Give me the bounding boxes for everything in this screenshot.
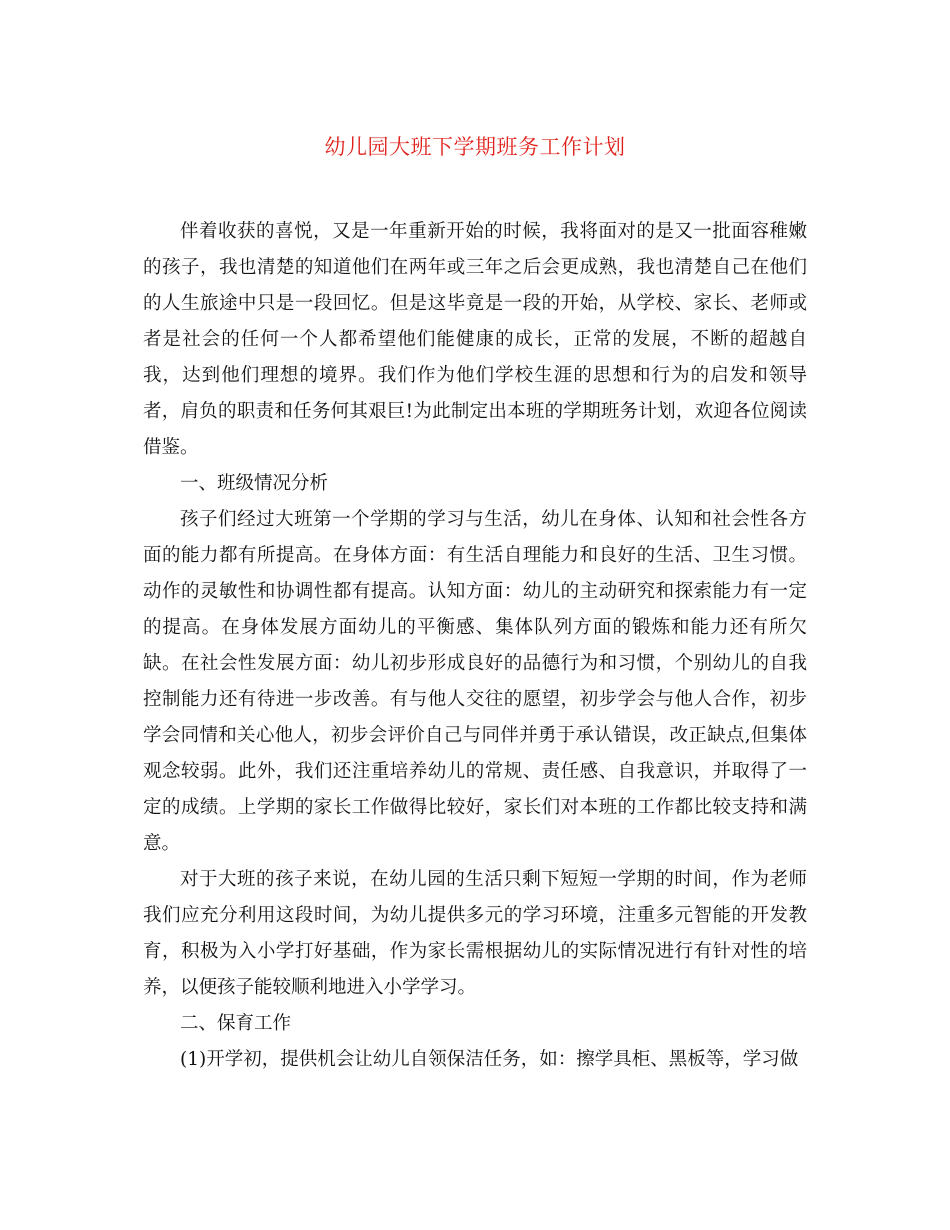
intro-paragraph: 伴着收获的喜悦，又是一年重新开始的时候，我将面对的是又一批面容稚嫩的孩子，我也清楚的知道他们在两年或三年之后会更成熟，我也清楚自己在他们的人生旅途中只是一段回忆。但是这毕竟是一段的开始，从学校、家长、老师或者是社会的任何一个人都希望他们能健康的成长，正常的发展，不断的超越自我，达到他们理想的境界。我们作为他们学校生涯的思想和行为的启发和领导者，肩负的职责和任务何其艰巨!为此制定出本班的学期班务计划，欢迎各位阅读借鉴。 <box>143 221 807 458</box>
care-work-item-1: (1)开学初，提供机会让幼儿自领保洁任务，如：擦学具柜、黑板等，学习做 <box>180 1049 799 1070</box>
section-heading-class-analysis: 一、班级情况分析 <box>180 473 329 494</box>
senior-class-paragraph: 对于大班的孩子来说，在幼儿园的生活只剩下短短一学期的时间，作为老师我们应充分利用这段时间，为幼儿提供多元的学习环境，注重多元智能的开发教育，积极为入小学打好基础，作为家长需根据幼儿的实际情况进行有针对性的培养，以便孩子能较顺利地进入小学学习。 <box>143 869 807 998</box>
class-analysis-paragraph: 孩子们经过大班第一个学期的学习与生活，幼儿在身体、认知和社会性各方面的能力都有所提高。在身体方面：有生活自理能力和良好的生活、卫生习惯。动作的灵敏性和协调性都有提高。认知方面：幼儿的主动研究和探索能力有一定的提高。在身体发展方面幼儿的平衡感、集体队列方面的锻炼和能力还有所欠缺。在社会性发展方面：幼儿初步形成良好的品德行为和习惯，个别幼儿的自我控制能力还有待进一步改善。有与他人交往的愿望，初步学会与他人合作，初步学会同情和关心他人，初步会评价自己与同伴并勇于承认错误，改正缺点,但集体观念较弱。此外，我们还注重培养幼儿的常规、责任感、自我意识，并取得了一定的成绩。上学期的家长工作做得比较好，家长们对本班的工作都比较支持和满意。 <box>143 509 807 854</box>
document-title: 幼儿园大班下学期班务工作计划 <box>324 135 626 159</box>
document-body <box>143 214 807 1078</box>
section-heading-care-work: 二、保育工作 <box>180 1013 292 1034</box>
